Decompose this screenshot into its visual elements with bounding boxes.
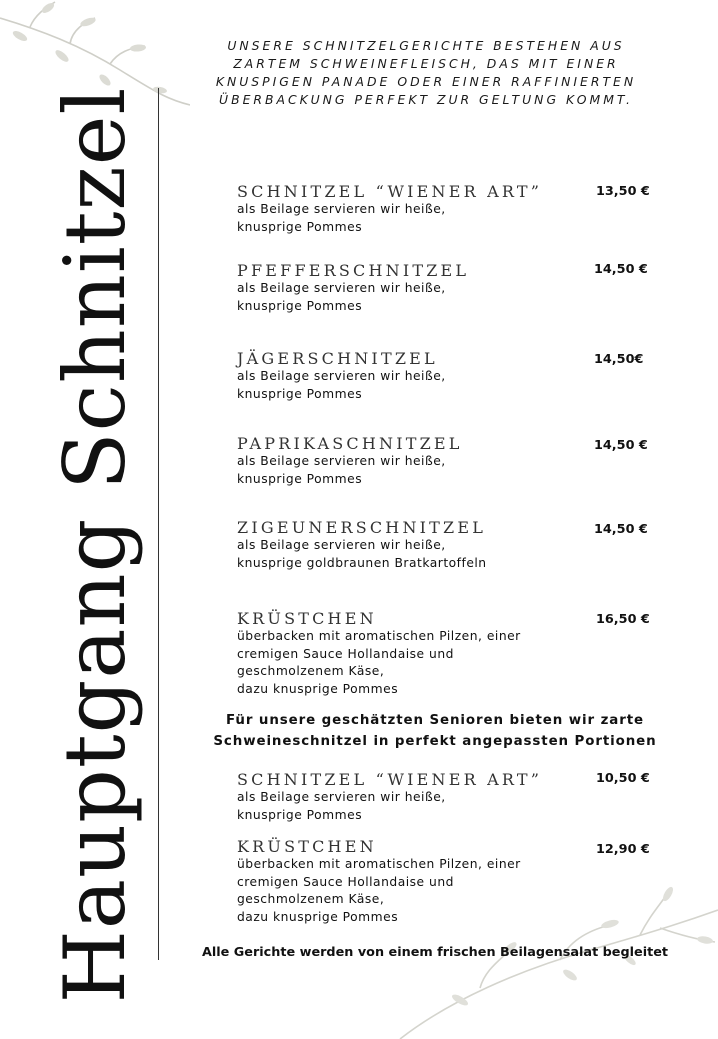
item-description: als Beilage servieren wir heiße, knusprige Pommes [237,790,446,822]
item-price: 14,50 € [594,522,648,537]
item-name: PAPRIKASCHNITZEL [237,434,463,453]
menu-item [237,610,657,698]
item-name: PFEFFERSCHNITZEL [237,261,470,280]
divider-line [158,88,159,960]
item-name: KRÜSTCHEN [237,609,377,628]
item-name: SCHNITZEL “WIENER ART” [237,770,543,789]
item-price: 14,50 € [594,438,648,453]
item-name: SCHNITZEL “WIENER ART” [237,182,543,201]
senior-menu-item [237,771,657,824]
item-description: als Beilage servieren wir heiße, knusprige Pommes [237,281,446,313]
item-name: KRÜSTCHEN [237,837,377,856]
item-description: als Beilage servieren wir heiße, knusprige Pommes [237,202,446,234]
senior-note: Für unsere geschätzten Senioren bieten wir zarte Schweineschnitzel in perfekt angepassten Portionen [213,713,657,749]
item-price: 10,50 € [596,771,650,786]
item-description: als Beilage servieren wir heiße, knusprige goldbraunen Bratkartoffeln [237,538,487,570]
item-price: 16,50 € [596,612,650,627]
item-description: als Beilage servieren wir heiße, knusprige Pommes [237,369,446,401]
item-price: 14,50€ [594,352,644,367]
menu-item [237,183,657,236]
item-price: 12,90 € [596,842,650,857]
page-title: Hauptgang Schnitzel [46,86,144,1004]
item-description: überbacken mit aromatischen Pilzen, einer cremigen Sauce Hollandaise und geschmolzenem Käse, dazu knusprige Pommes [237,857,521,924]
item-description: überbacken mit aromatischen Pilzen, einer cremigen Sauce Hollandaise und geschmolzenem Käse, dazu knusprige Pommes [237,629,521,696]
item-price: 14,50 € [594,262,648,277]
item-price: 13,50 € [596,184,650,199]
intro-text: UNSERE SCHNITZELGERICHTE BESTEHEN AUS ZARTEM SCHWEINEFLEISCH, DAS MIT EINER KNUSPIGEN PANADE ODER EINER RAFFINIERTEN ÜBERBACKUNG PERFEKT ZUR GELTUNG KOMMT. [215,38,637,107]
senior-menu-item [237,838,657,926]
item-name: ZIGEUNERSCHNITZEL [237,518,487,537]
item-description: als Beilage servieren wir heiße, knusprige Pommes [237,454,446,486]
item-name: JÄGERSCHNITZEL [237,349,438,368]
footer-note: Alle Gerichte werden von einem frischen Beilagensalat begleitet [201,945,669,960]
